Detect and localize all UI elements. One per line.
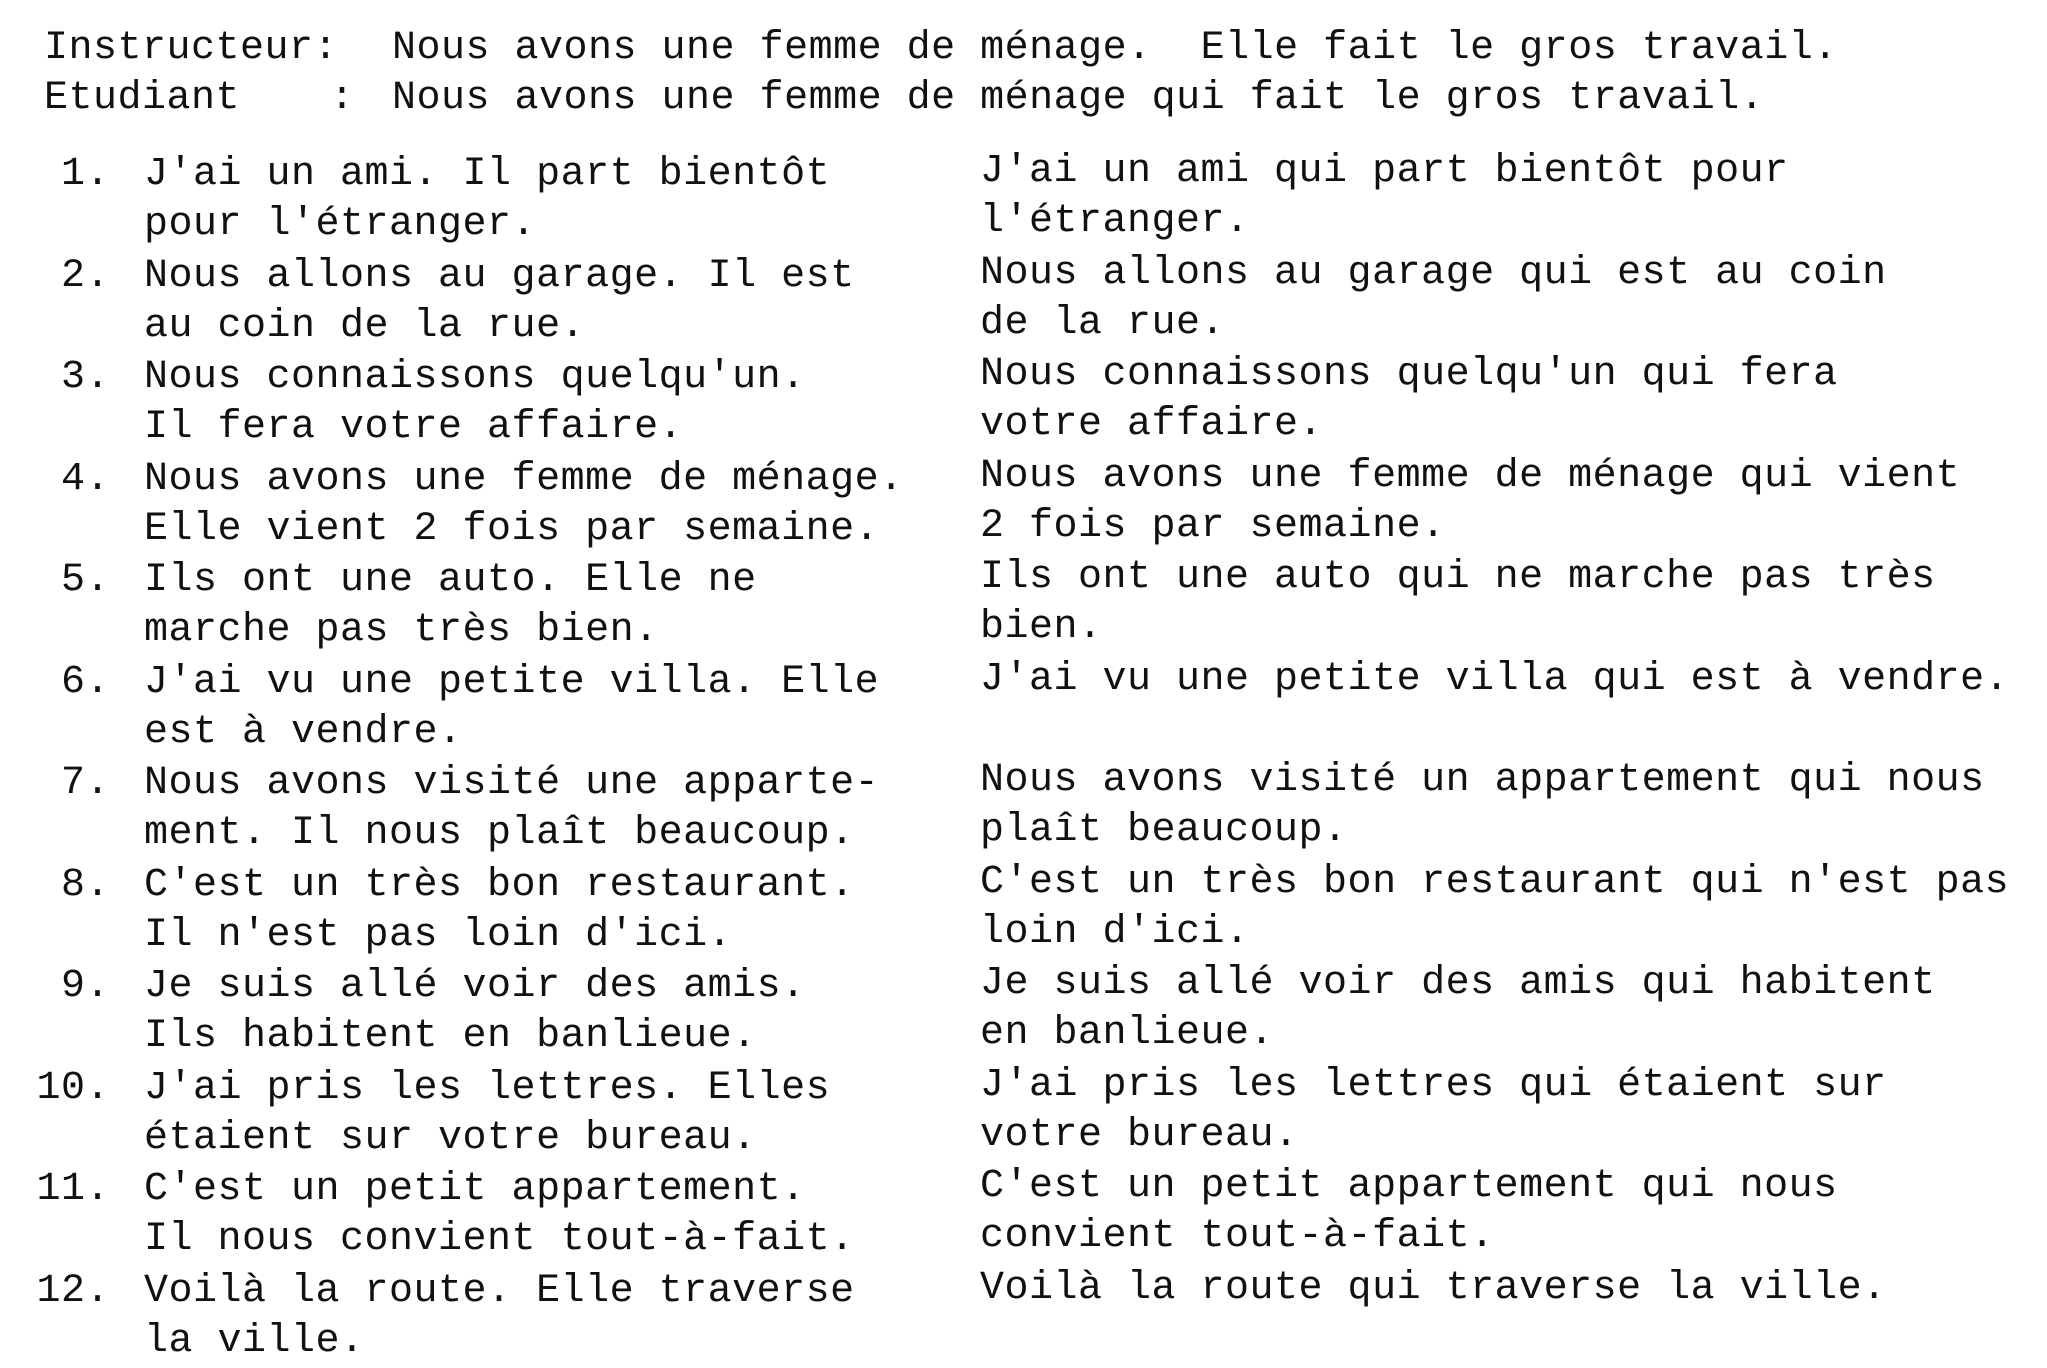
- item-response: Nous connaissons quelqu'un qui fera votre affaire.: [980, 352, 1838, 447]
- item-cue: C'est un petit appartement. Il nous convient tout-à-fait.: [144, 1167, 855, 1262]
- exercise-item: [0, 861, 2047, 963]
- item-response: Ils ont une auto qui ne marche pas très bien.: [980, 555, 1936, 650]
- student-text: Nous avons une femme de ménage qui fait le gros travail.: [392, 76, 1765, 121]
- item-response: C'est un très bon restaurant qui n'est pas loin d'ici.: [980, 859, 2010, 955]
- item-cue: J'ai un ami. Il part bientôt pour l'étranger.: [144, 152, 831, 247]
- item-response: Nous allons au garage qui est au coin de la rue.: [980, 250, 1887, 346]
- student-colon: :: [330, 76, 355, 121]
- item-response: Je suis allé voir des amis qui habitent en banlieue.: [980, 961, 1936, 1056]
- item-cue: J'ai pris les lettres. Elles étaient sur votre bureau.: [144, 1065, 831, 1161]
- exercise-item: [0, 1064, 2047, 1166]
- exercise-item: [0, 962, 2047, 1064]
- item-number: 6.: [60, 659, 110, 705]
- item-number: 1.: [60, 152, 110, 197]
- item-cue: C'est un très bon restaurant. Il n'est pas loin d'ici.: [144, 862, 855, 958]
- exercise-item: [0, 455, 2047, 557]
- exercise-item: [0, 1165, 2047, 1267]
- item-cue: Nous allons au garage. Il est au coin de la rue.: [144, 253, 855, 349]
- item-cue: Nous connaissons quelqu'un. Il fera votre affaire.: [144, 355, 806, 450]
- item-cue: Voilà la route. Elle traverse la ville.: [144, 1268, 855, 1364]
- item-cue: Je suis allé voir des amis. Ils habitent en banlieue.: [144, 964, 806, 1059]
- instructor-label: Instructeur:: [44, 26, 339, 71]
- item-number: 3.: [60, 355, 110, 400]
- student-line: [44, 74, 1764, 124]
- exercise-list: [0, 150, 2047, 1368]
- item-response: J'ai pris les lettres qui étaient sur votre bureau.: [980, 1062, 1887, 1158]
- item-number: 8.: [60, 862, 110, 908]
- item-response: J'ai vu une petite villa qui est à vendre.: [980, 656, 2010, 702]
- item-response: J'ai un ami qui part bientôt pour l'étranger.: [980, 149, 1789, 244]
- item-response: Voilà la route qui traverse la ville.: [980, 1265, 1887, 1311]
- item-number: 12.: [36, 1268, 110, 1314]
- exercise-item: [0, 353, 2047, 455]
- item-number: 5.: [60, 558, 110, 603]
- exercise-item: [0, 252, 2047, 354]
- item-response: Nous avons visité un appartement qui nous plaît beaucoup.: [980, 758, 1985, 853]
- item-number: 2.: [60, 253, 110, 299]
- exercise-item: [0, 759, 2047, 861]
- item-cue: Nous avons visité une apparte- ment. Il nous plaît beaucoup.: [144, 761, 880, 856]
- item-number: 10.: [36, 1065, 110, 1111]
- item-cue: Nous avons une femme de ménage. Elle vient 2 fois par semaine.: [144, 456, 904, 552]
- exercise-item: [0, 556, 2047, 658]
- instructor-line: [44, 24, 1838, 74]
- exercise-item: [0, 1267, 2047, 1368]
- item-number: 11.: [36, 1167, 110, 1212]
- exercise-item: [0, 658, 2047, 760]
- item-cue: Ils ont une auto. Elle ne marche pas très bien.: [144, 558, 757, 653]
- item-response: C'est un petit appartement qui nous convient tout-à-fait.: [980, 1164, 1838, 1259]
- item-number: 7.: [60, 761, 110, 806]
- instructor-text: Nous avons une femme de ménage. Elle fait le gros travail.: [392, 26, 1838, 71]
- item-number: 9.: [60, 964, 110, 1009]
- student-label: Etudiant: [44, 76, 241, 121]
- item-number: 4.: [60, 456, 110, 502]
- item-response: Nous avons une femme de ménage qui vient 2 fois par semaine.: [980, 453, 1961, 549]
- item-cue: J'ai vu une petite villa. Elle est à vendre.: [144, 659, 880, 755]
- exercise-item: [0, 150, 2047, 252]
